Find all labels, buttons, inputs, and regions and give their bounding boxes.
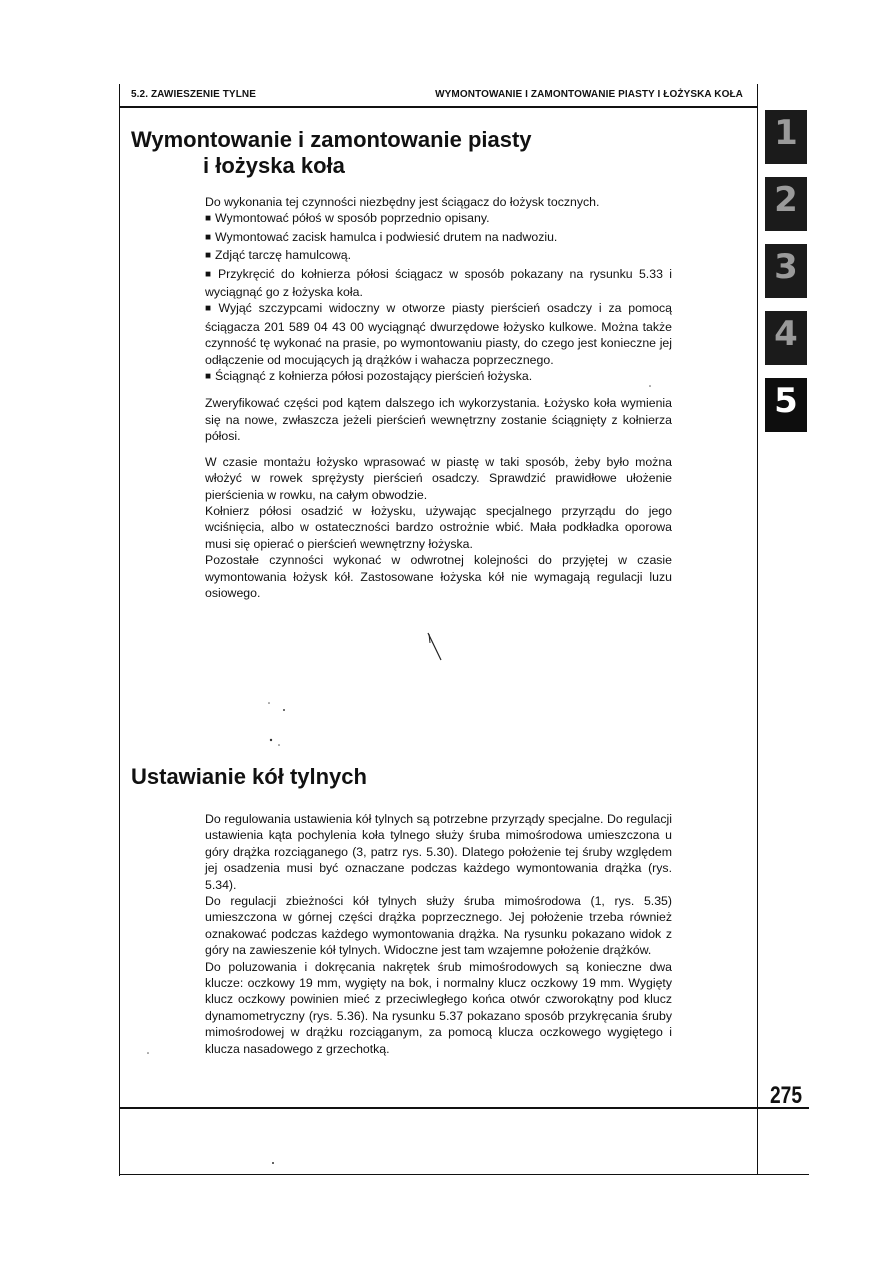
- scan-speck: [268, 702, 270, 704]
- assembly-paragraph: Kołnierz półosi osadzić w łożysku, używając specjalnego przyrządu do jego wciśnięcia, albo w ostateczności bardzo ostrożnie wbić. Mała podkładka oporowa musi się opierać o pierścień wewnętrzny łożyska.: [205, 503, 672, 551]
- section-title-line2: i łożyska koła: [203, 153, 345, 178]
- scan-stroke: [428, 633, 441, 660]
- scan-stroke: [429, 634, 430, 643]
- running-header-title: WYMONTOWANIE I ZAMONTOWANIE PIASTY I ŁOŻYSKA KOŁA: [435, 89, 743, 100]
- step-item: ■ Wymontować zacisk hamulca i podwiesić drutem na nadwoziu.: [205, 229, 672, 247]
- scan-speck: [270, 739, 272, 741]
- scan-speck: [147, 1052, 149, 1054]
- chapter-tab-4[interactable]: 4: [765, 311, 807, 365]
- scan-speck: [283, 709, 285, 711]
- step-item: ■ Przykręcić do kołnierza półosi ściągacz w sposób pokazany na rysunku 5.33 i wyciągnąć go z łożyska koła.: [205, 266, 672, 301]
- section-title-rear-alignment: Ustawianie kół tylnych: [131, 764, 367, 789]
- chapter-tab-5-active[interactable]: 5: [765, 378, 807, 432]
- alignment-paragraph: Do regulowania ustawienia kół tylnych są potrzebne przyrządy specjalne. Do regulacji ustawienia kąta pochylenia koła tylnego służy śruba mimośrodowa umieszczona u góry drążka rozciąganego (3, patrz rys. 5.30). Dlatego położenie tej śruby względem jej osadzenia musi być oznaczane podczas każdego wymontowania drążka (rys. 5.34).: [205, 812, 672, 892]
- chapter-tab-3[interactable]: 3: [765, 244, 807, 298]
- step-item: ■ Wyjąć szczypcami widoczny w otworze piasty pierścień osadczy i za pomocą ściągacza 201 589 04 43 00 wyciągnąć dwurzędowe łożysko kulkowe. Można także czynność tę wykonać na prasie, po wymontowaniu piasty, do czego jest konieczne jej odłączenie od mocujących ją drążków i wahacza poprzecznego.: [205, 300, 672, 368]
- step-item: ■ Wymontować półoś w sposób poprzednio opisany.: [205, 210, 672, 228]
- section-title-line1: Wymontowanie i zamontowanie piasty: [131, 127, 532, 152]
- intro-paragraph: Do wykonania tej czynności niezbędny jest ściągacz do łożysk tocznych.: [205, 195, 600, 209]
- alignment-paragraph: Do poluzowania i dokręcania nakrętek śrub mimośrodowych są konieczne dwa klucze: oczkowy 19 mm, wygięty na bok, i normalny klucz oczkowy 19 mm. Wygięty klucz oczkowy powinien mieć z przeciwległego końca otwór czworokątny pod klucz dynamometryczny (rys. 5.36). Na rysunku 5.37 pokazano sposób przykręcania śruby mimośrodowej w drążku rozciąganym, za pomocą klucza oczkowego wygiętego i klucza nasadowego z grzechotką.: [205, 959, 672, 1056]
- alignment-paragraph: Do regulacji zbieżności kół tylnych służy śruba mimośrodowa (1, rys. 5.35) umieszczona w górnej części drążka poprzecznego. Jej położenie trzeba również oznakować podczas każdego wymontowania drążka. Na rysunku pokazano widok z góry na zawieszenie kół tylnych. Widoczne jest tam wzajemne położenie drążków.: [205, 894, 672, 958]
- verify-paragraph: Zweryfikować części pod kątem dalszego ich wykorzystania. Łożysko koła wymienia się na nowe, zwłaszcza jeżeli pierścień wewnętrzny zostanie ściągnięty z kołnierza półosi.: [205, 396, 672, 444]
- assembly-paragraph: Pozostałe czynności wykonać w odwrotnej kolejności do przyjętej w czasie wymontowania łożysk kół. Zastosowane łożyska kół nie wymagają regulacji luzu osiowego.: [205, 553, 672, 600]
- running-header-section: 5.2. ZAWIESZENIE TYLNE: [131, 89, 256, 100]
- scan-speck: [272, 1162, 274, 1164]
- chapter-tab-1[interactable]: 1: [765, 110, 807, 164]
- scan-speck: [649, 385, 651, 387]
- scan-speck: [278, 744, 280, 746]
- assembly-paragraph: W czasie montażu łożysko wprasować w piastę w taki sposób, żeby było można włożyć w rowek sprężysty pierścień osadczy. Sprawdzić prawidłowe ułożenie pierścienia w rowku, na całym obwodzie.: [205, 454, 672, 502]
- step-item: ■ Zdjąć tarczę hamulcową.: [205, 247, 672, 265]
- chapter-tab-2[interactable]: 2: [765, 177, 807, 231]
- page-number: 275: [770, 1082, 803, 1109]
- step-item: ■ Ściągnąć z kołnierza półosi pozostający pierścień łożyska.: [205, 368, 672, 386]
